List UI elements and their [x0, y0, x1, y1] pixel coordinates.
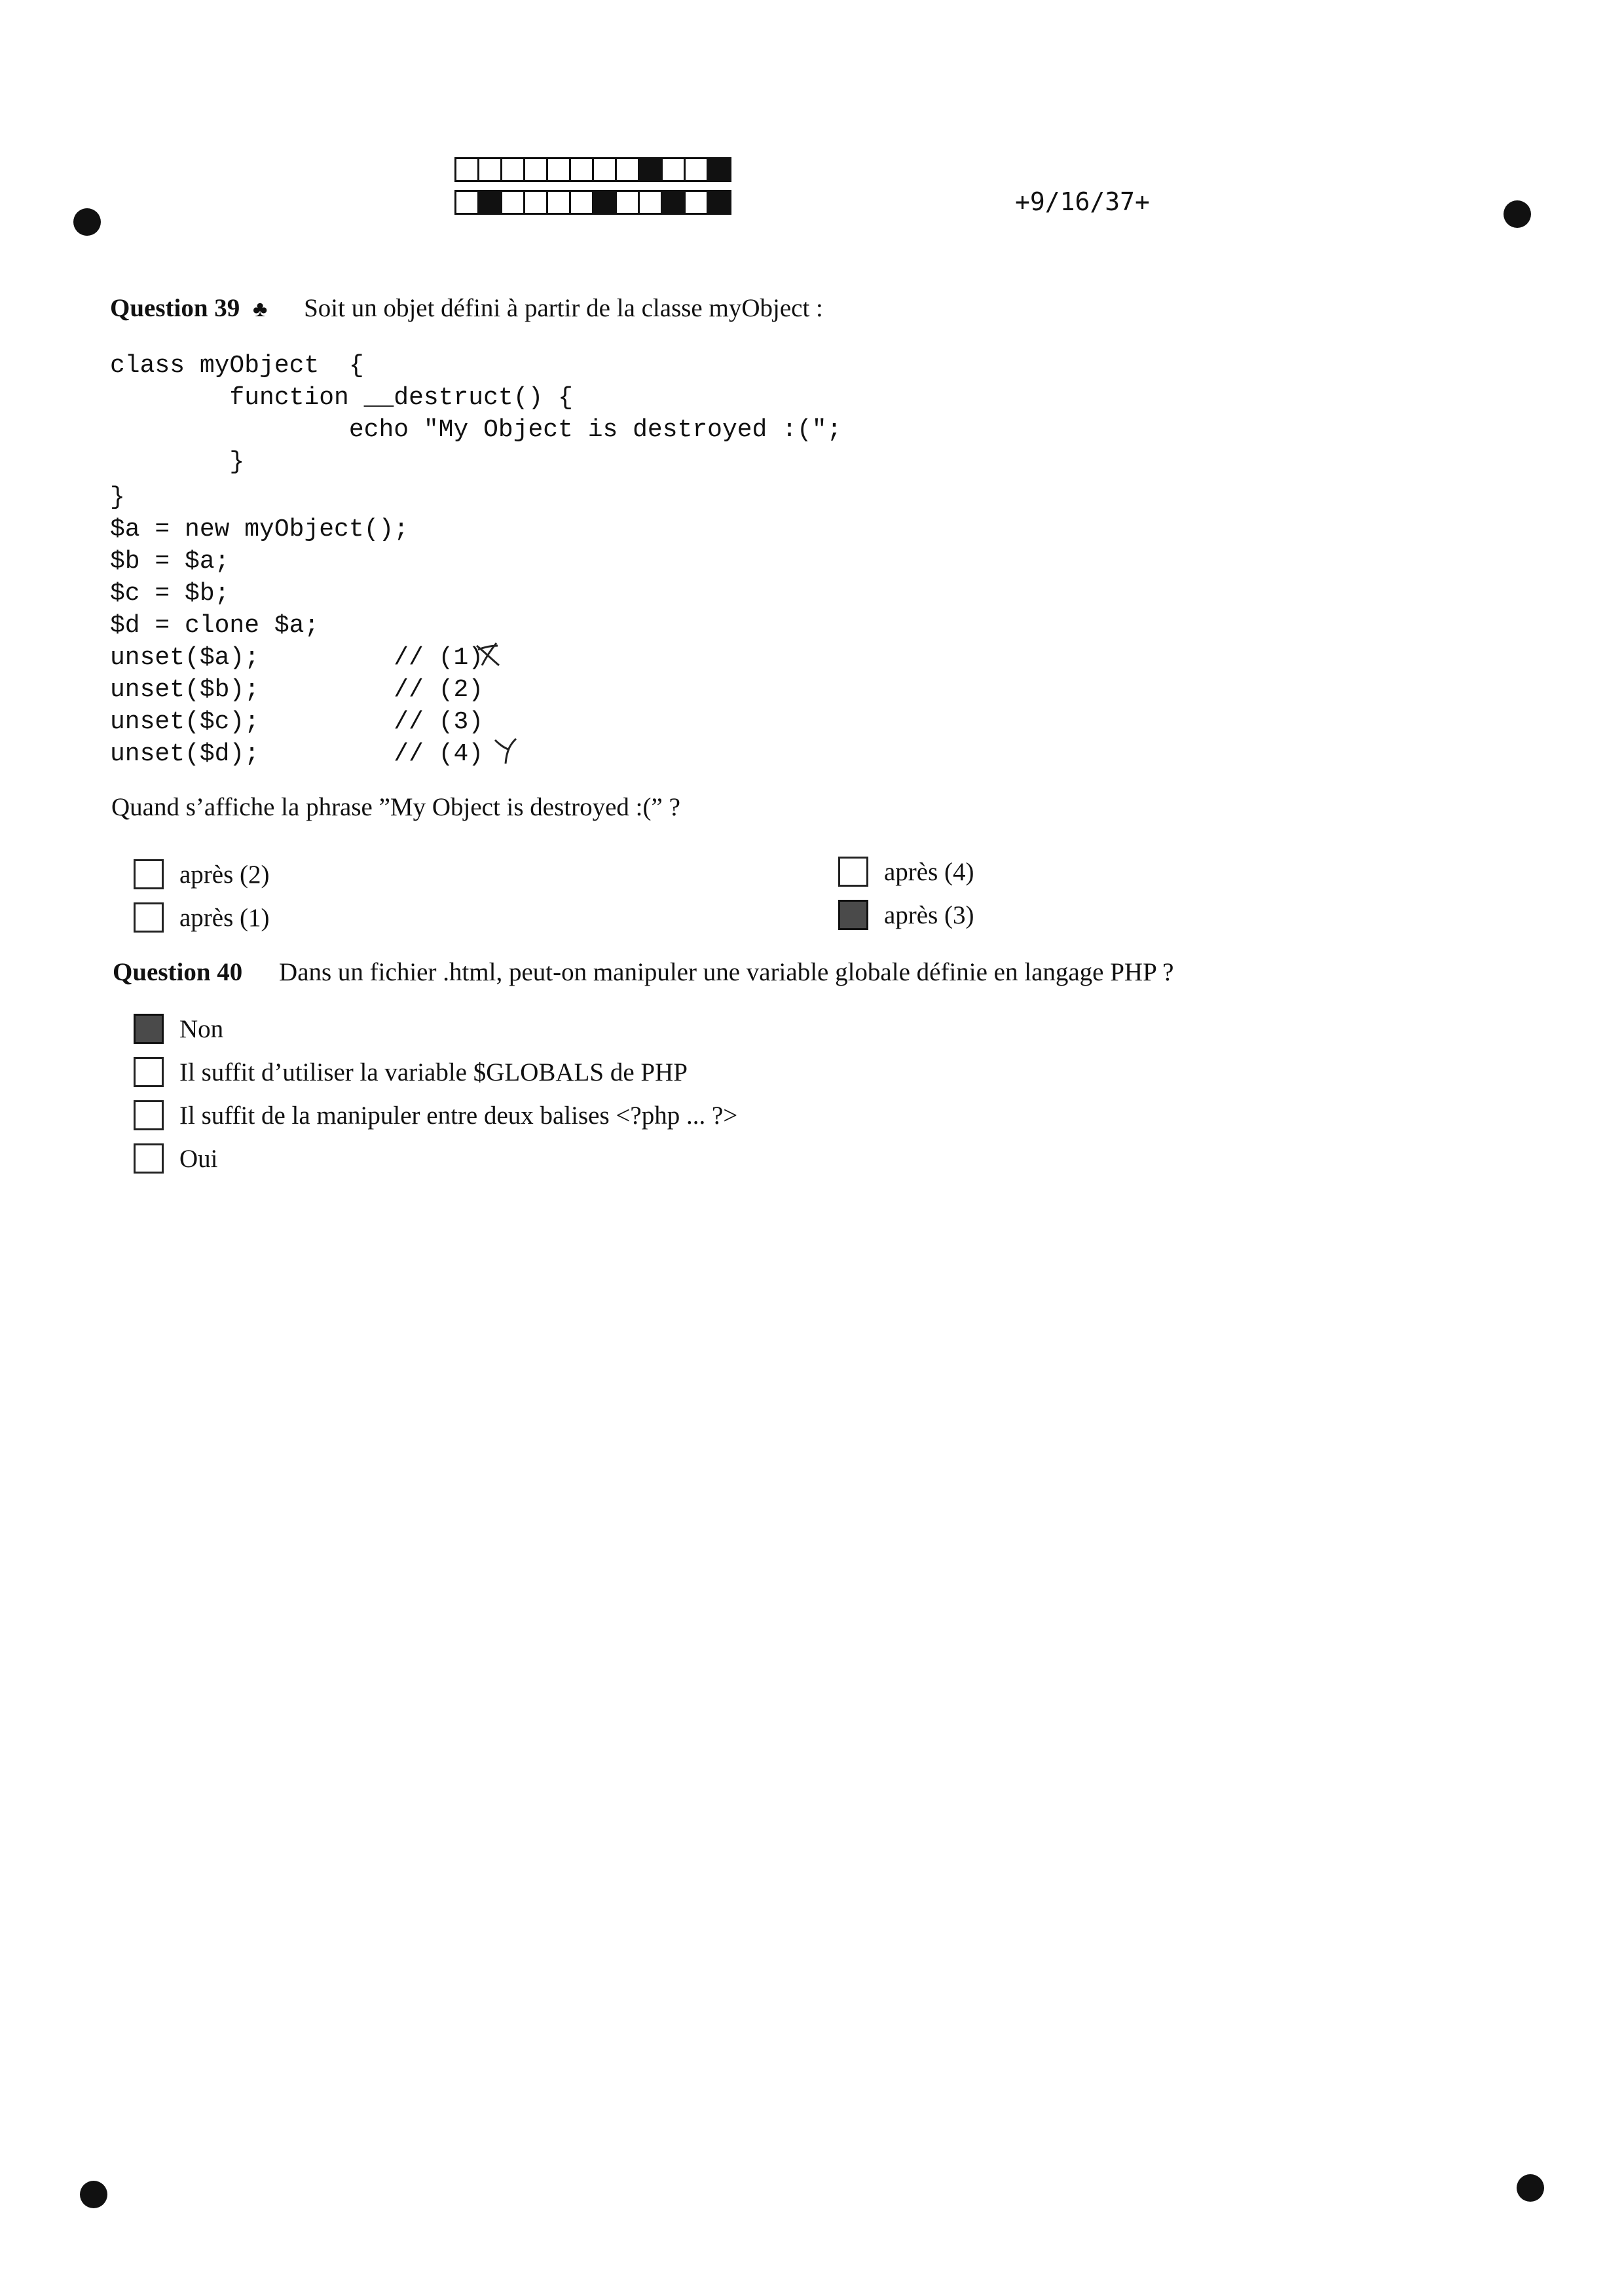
answer-checkbox-ticked[interactable] [134, 1014, 164, 1044]
registration-mark-top-right [1504, 200, 1531, 228]
answer-option[interactable] [134, 902, 270, 933]
handwritten-y-mark [490, 735, 520, 768]
answer-label: après (4) [884, 857, 974, 886]
question-39-prompt: Quand s’affiche la phrase ”My Object is destroyed :(” ? [111, 793, 680, 821]
code-line: } [110, 483, 125, 511]
code-line: class myObject { [110, 352, 364, 380]
answer-option[interactable] [134, 1057, 688, 1087]
barcode-cell-empty [500, 190, 525, 215]
question-39-title [110, 293, 823, 323]
answer-option[interactable] [134, 1143, 218, 1174]
code-line: $c = $b; [110, 580, 230, 608]
code-line: unset($c); // (3) [110, 708, 484, 736]
barcode-cell-empty [569, 157, 594, 182]
barcode-cell-empty [569, 190, 594, 215]
answer-option[interactable] [134, 859, 270, 889]
answer-label: Oui [179, 1144, 218, 1173]
barcode-cell-empty [500, 157, 525, 182]
code-line: function __destruct() { [110, 384, 573, 412]
answer-checkbox[interactable] [838, 857, 868, 887]
code-line: $b = $a; [110, 547, 230, 576]
barcode-cell-empty [615, 157, 640, 182]
barcode-cell-filled [707, 190, 731, 215]
barcode-cell-empty [523, 157, 548, 182]
code-line: $d = clone $a; [110, 612, 320, 640]
barcode-cell-filled [707, 157, 731, 182]
question-text: Soit un objet défini à partir de la classe myObject : [304, 294, 823, 322]
question-number: Question 39 [110, 294, 240, 322]
page-identifier: +9/16/37+ [1015, 187, 1150, 216]
barcode-cell-empty [454, 190, 479, 215]
answer-checkbox[interactable] [134, 1100, 164, 1130]
barcode-cell-filled [661, 190, 686, 215]
answer-option[interactable] [838, 900, 974, 930]
registration-mark-top-left [73, 208, 101, 236]
answer-checkbox[interactable] [134, 1143, 164, 1174]
answer-option[interactable] [134, 1100, 737, 1130]
answer-label: après (1) [179, 903, 270, 932]
answer-label: Non [179, 1014, 224, 1043]
answer-checkbox-ticked[interactable] [838, 900, 868, 930]
barcode-cell-empty [638, 190, 663, 215]
question-number: Question 40 [113, 958, 243, 986]
answer-label: après (2) [179, 860, 270, 889]
answer-checkbox[interactable] [134, 902, 164, 933]
code-line: unset($a); // (1) [110, 644, 484, 672]
answer-label: Il suffit de la manipuler entre deux balises <?php ... ?> [179, 1101, 738, 1130]
barcode-cell-empty [684, 157, 709, 182]
answer-checkbox[interactable] [134, 1057, 164, 1087]
barcode-cell-empty [454, 157, 479, 182]
code-line: $a = new myObject(); [110, 515, 409, 544]
barcode-cell-empty [592, 157, 617, 182]
barcode-cell-filled [592, 190, 617, 215]
question-text: Dans un fichier .html, peut-on manipuler une variable globale définie en langage PHP ? [279, 958, 1174, 986]
code-line: } [110, 448, 245, 476]
barcode-cell-empty [546, 190, 571, 215]
code-line: unset($d); // (4) [110, 740, 484, 768]
registration-mark-bottom-left [80, 2181, 107, 2208]
barcode-row-2 [454, 190, 729, 215]
handwritten-x-mark [473, 639, 503, 669]
answer-label: après (3) [884, 900, 974, 929]
barcode-cell-empty [661, 157, 686, 182]
answer-option[interactable] [134, 1014, 223, 1044]
barcode-cell-empty [477, 157, 502, 182]
barcode-cell-empty [684, 190, 709, 215]
answer-label: Il suffit d’utiliser la variable $GLOBALS de PHP [179, 1058, 688, 1086]
registration-mark-bottom-right [1517, 2174, 1544, 2202]
barcode-cell-empty [546, 157, 571, 182]
barcode-cell-filled [477, 190, 502, 215]
barcode-cell-empty [615, 190, 640, 215]
answer-checkbox[interactable] [134, 859, 164, 889]
club-icon: ♣ [253, 297, 268, 322]
code-line: unset($b); // (2) [110, 676, 484, 704]
barcode-cell-filled [638, 157, 663, 182]
barcode-row-1 [454, 157, 729, 182]
code-line: echo "My Object is destroyed :("; [110, 416, 842, 444]
answer-option[interactable] [838, 857, 974, 887]
question-40-title [113, 957, 1173, 987]
barcode-cell-empty [523, 190, 548, 215]
